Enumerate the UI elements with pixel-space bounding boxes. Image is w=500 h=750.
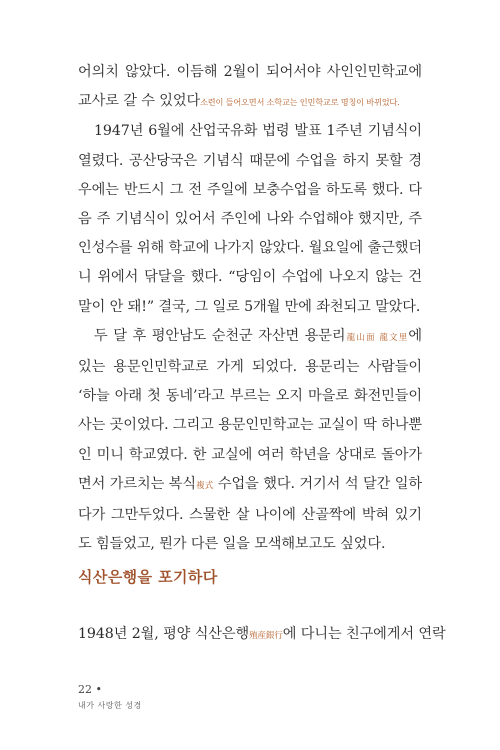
body-text <box>78 58 422 559</box>
paragraph-3-text-c: 수업을 했다. 거기서 석 달간 일하다가 그만두었다. 스물한 살 나이에 산골짝에 박혀 있기도 힘들었고, 뭔가 다른 일을 모색해보고도 싶었다. <box>78 475 422 553</box>
hanja-annotation-boksik: 複式 <box>195 480 214 491</box>
paragraph-1 <box>78 58 422 117</box>
page-number: 22 • <box>78 683 102 696</box>
hanja-annotation-yongmun: 龍山面 龍文里 <box>345 332 409 343</box>
paragraph-3-text-a: 두 달 후 평안남도 순천군 자산면 용문리 <box>94 327 346 344</box>
running-footer-title: 내가 사랑한 성경 <box>78 701 142 710</box>
hanja-annotation-siksan: 殖産銀行 <box>249 631 283 641</box>
section-heading: 식산은행을 포기하다 <box>78 568 218 586</box>
paragraph-4-text-a: 1948년 2월, 평양 식산은행 <box>78 626 250 642</box>
footnote-annotation: 소련이 들어오면서 소학교는 인민학교로 명칭이 바뀌었다. <box>200 97 400 108</box>
paragraph-4-text-b: 에 다니는 친구에게서 연락 <box>282 626 446 642</box>
paragraph-3 <box>78 322 422 560</box>
paragraph-2-text: 1947년 6월에 산업국유화 법령 발표 1주년 기념식이 열렸다. 공산당국은 기념식 때문에 수업을 하지 못할 경우에는 반드시 그 전 주일에 보충수업을 하도록 했다. 다음 주 기념식이 있어서 주인에 나와 수업해야 했지만, 주인성수를 위해 학교에 나가지 않았다. 월요일에 출근했더니 위에서 닦달을 했다. “당임이 수업에 나오지 않는 건 말이 안 돼!” 결국, 그 일로 5개월 만에 좌천되고 말았다. <box>78 123 422 315</box>
paragraph-4 <box>78 620 446 651</box>
paragraph-1-text: 어의치 않았다. 이듬해 2월이 되어서야 사인인민학교에 교사로 갈 수 있었다 <box>78 64 422 110</box>
paragraph-3-text-b: 에 있는 용문인민학교로 가게 되었다. 용문리는 사람들이 ‘하늘 아래 첫 동네’라고 부르는 오지 마을로 화전민들이 사는 곳이었다. 그리고 용문인민학교는 교실이 딱 하나뿐인 미니 학교였다. 한 교실에 여러 학년을 상대로 돌아가면서 가르치는 복식 <box>78 327 422 492</box>
paragraph-2 <box>78 117 422 321</box>
